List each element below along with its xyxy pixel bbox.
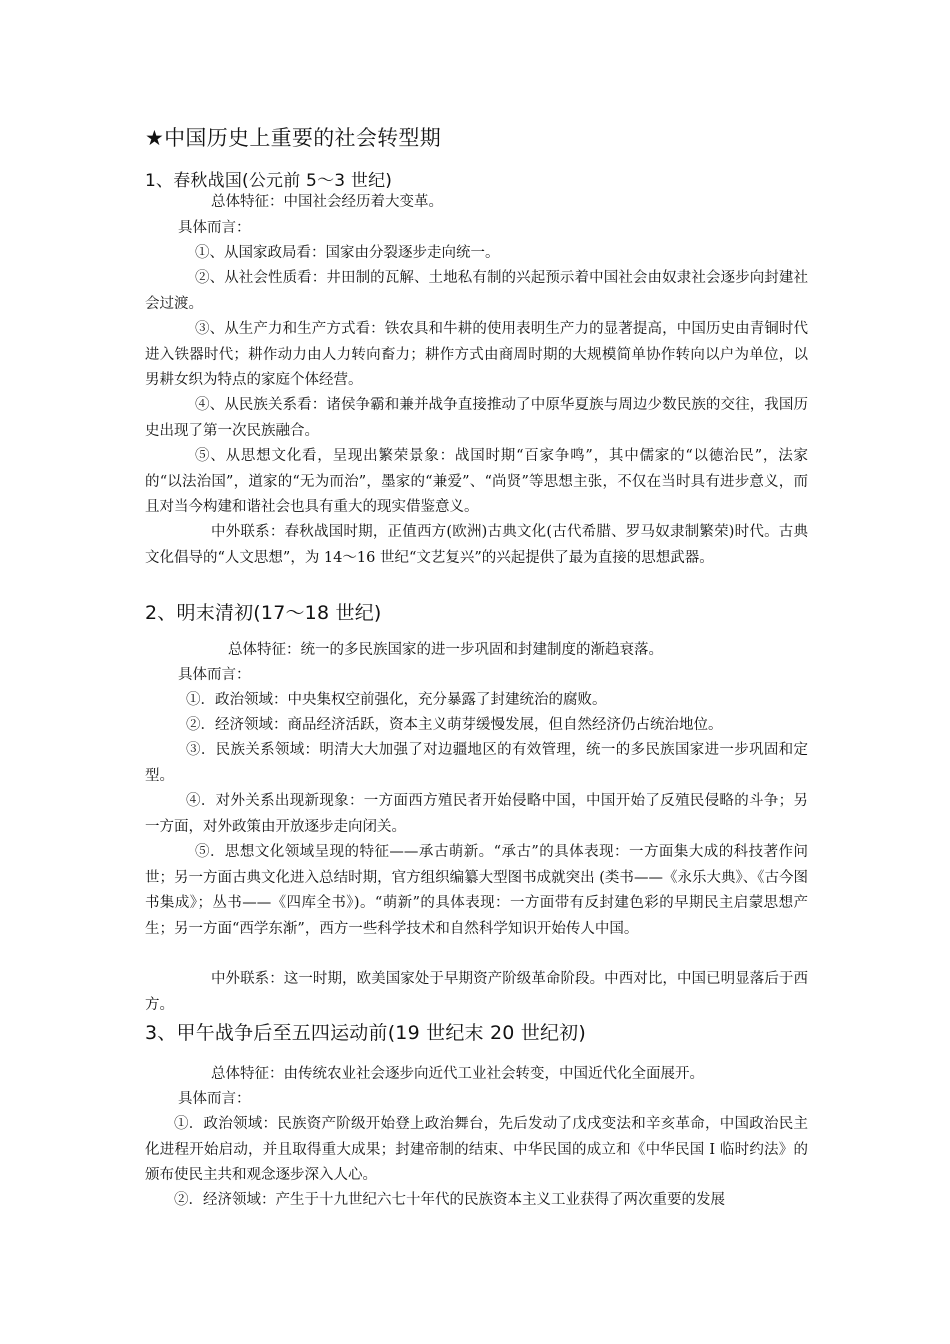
section-3-overall: 总体特征：由传统农业社会逐步向近代工业社会转变，中国近代化全面展开。	[211, 1066, 704, 1082]
page-title: ★中国历史上重要的社会转型期	[145, 126, 442, 150]
section-1-item-5: ⑤、从思想文化看，呈现出繁荣景象：战国时期“百家争鸣”，其中儒家的“以德治民”，法家的“以法治国”，道家的“无为而治”，墨家的“兼爱”、“尚贤”等思想主张，不仅在当时具有进步意义，而且对当今构建和谐社会也具有重大的现实借鉴意义。	[145, 448, 808, 515]
section-2-item-3: ③．民族关系领域：明清大大加强了对边疆地区的有效管理，统一的多民族国家进一步巩固和定型。	[145, 742, 808, 784]
section-2-specific-label: 具体而言：	[178, 667, 251, 683]
section-1-heading: 1、春秋战国(公元前 5～3 世纪)	[145, 171, 393, 191]
section-2-item-2: ②．经济领域：商品经济活跃，资本主义萌芽缓慢发展，但自然经济仍占统治地位。	[186, 717, 723, 733]
section-1-specific-label: 具体而言：	[178, 220, 251, 236]
section-3-item-2: ②．经济领域：产生于十九世纪六七十年代的民族资本主义工业获得了两次重要的发展	[174, 1192, 725, 1208]
section-1-item-4: ④、从民族关系看：诸侯争霸和兼并战争直接推动了中原华夏族与周边少数民族的交往，我国历史出现了第一次民族融合。	[145, 397, 808, 439]
section-2-overall: 总体特征：统一的多民族国家的进一步巩固和封建制度的渐趋衰落。	[228, 642, 663, 658]
section-1-overall: 总体特征：中国社会经历着大变革。	[211, 194, 443, 210]
section-3-specific-label: 具体而言：	[178, 1091, 251, 1107]
section-1-item-3: ③、从生产力和生产方式看：铁农具和牛耕的使用表明生产力的显著提高，中国历史由青铜时代进入铁器时代；耕作动力由人力转向畜力；耕作方式由商周时期的大规模简单协作转向以户为单位，以男耕女织为特点的家庭个体经营。	[145, 321, 808, 388]
section-3-heading: 3、甲午战争后至五四运动前(19 世纪末 20 世纪初)	[145, 1022, 586, 1044]
section-1-foreign: 中外联系：春秋战国时期，正值西方(欧洲)古典文化(古代希腊、罗马奴隶制繁荣)时代。古典文化倡导的“人文思想”，为 14～16 世纪“文艺复兴”的兴起提供了最为直接的思想武器。	[145, 524, 808, 566]
section-1-item-2: ②、从社会性质看：井田制的瓦解、土地私有制的兴起预示着中国社会由奴隶社会逐步向封建社会过渡。	[145, 270, 808, 312]
section-2-item-4: ④．对外关系出现新现象：一方面西方殖民者开始侵略中国，中国开始了反殖民侵略的斗争；另一方面，对外政策由开放逐步走向闭关。	[145, 793, 808, 835]
section-2-foreign: 中外联系：这一时期，欧美国家处于早期资产阶级革命阶段。中西对比，中国已明显落后于西方。	[145, 971, 808, 1013]
section-2-item-1: ①．政治领域：中央集权空前强化，充分暴露了封建统治的腐败。	[186, 692, 607, 708]
section-2-item-5: ⑤．思想文化领域呈现的特征——承古萌新。“承古”的具体表现：一方面集大成的科技著作问世；另一方面古典文化进入总结时期，官方组织编纂大型图书成就突出 (类书——《永乐大典》、《古今图书集成》；丛书——《四库全书》)。“萌新”的具体表现：一方面带有反封建色彩的早期民主启蒙思想产生；另一方面“西学东渐”，西方一些科学技术和自然科学知识开始传人中国。	[145, 844, 808, 937]
section-2-heading: 2、明末清初(17～18 世纪)	[145, 602, 382, 624]
section-1-item-1: ①、从国家政局看：国家由分裂逐步走向统一。	[195, 245, 500, 261]
section-3-item-1: ①．政治领域：民族资产阶级开始登上政治舞台，先后发动了戊戌变法和辛亥革命，中国政治民主化进程开始启动，并且取得重大成果；封建帝制的结束、中华民国的成立和《中华民国 I 临时约法》的颁布使民主共和观念逐步深入人心。	[145, 1116, 808, 1183]
